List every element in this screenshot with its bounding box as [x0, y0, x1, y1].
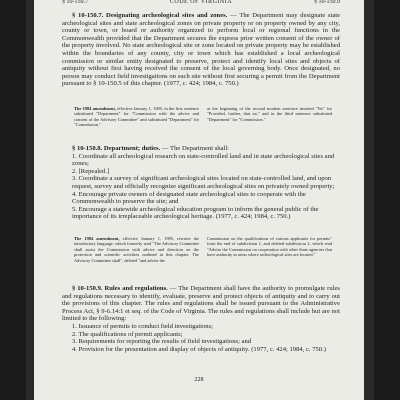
list-item: 2. The qualifications of permit applicants;: [72, 330, 183, 338]
annotation-1984-amendment-1: [74, 106, 332, 128]
annotation-1984-amendment-2: [74, 236, 332, 263]
list-item: 4. Encourage private owners of designated state archeological sites to cooperate with the Commonwealth to preserve the site; and: [72, 190, 306, 206]
list-item: 1. Coordinate all archeological research on state-controlled land and in state archeological sites and zones;: [72, 152, 335, 168]
section-body: — The Department shall have the authority to promulgate rules and regulations necessary to identify, evaluate, preserve and protect objects of antiquity and to carry out the provisions of this chapter. The rules and regulations shall be issued pursuant to the Administrative Process Act, § 9-6.14:1 et seq. of the Code of Virginia. The rules and regulations shall include but are not limited to the following:: [62, 285, 340, 323]
section-10-150-8: [62, 145, 340, 221]
list-item: 3. Requirements for reporting the results of field investigations; and: [72, 338, 252, 346]
section-paragraph: [62, 12, 340, 88]
section-10-150-9: [62, 285, 340, 353]
duties-list: [62, 153, 340, 221]
annotation-left-column: [74, 236, 199, 263]
section-heading: § 10-150.7. Designating archeological sites and zones.: [72, 12, 228, 19]
annotation-left-column: [74, 106, 199, 128]
running-header: [62, 0, 340, 6]
annotation-text: effective January 1, 1985, rewrote the introductory language, which formerly read "The Advisory Committee shall assist the Commission with advice and direction on the protection and scientific activities outlined in this chapter. The Advisory Committee shall", deleted "and advise the: [74, 236, 199, 263]
list-item: 4. Provision for the presentation and display of objects of antiquity. (1977, c. 424; 1984, c. 750.): [72, 345, 326, 353]
section-paragraph: [62, 145, 340, 153]
list-item: 2. [Repealed.]: [72, 167, 110, 175]
list-item: 3. Coordinate a survey of significant archeological sites located on state-controlled land, and upon request, survey and officially recognize significant archeological sites on privately owned property;: [72, 175, 335, 190]
annotation-right-column: Commission on the qualifications of various applicants for permits" from the end of subdivision 1, and deleted subdivision 2, which read "Advise the Commission on cooperation with other State agencies that have authority in areas where archeological sites are located.": [207, 236, 332, 258]
page-number: 228: [194, 377, 204, 383]
header-left: § 10-150.7: [62, 0, 88, 5]
section-body: — The Department may designate state archeological sites and state archeological zones on private property or on property owned by any city, county or town, or board or authority organized to perform local or regional functions in the Commonwealth provided that the Department secures the express prior written consent of the owner of the property involved. No state archeological site or zone located on private property may be established within the boundaries of any county, city or town which has established a local archeological commission or similar entity designated to preserve, protect and identify local sites and objects of antiquity without first having received the consent of the local governing body. Once designated, no person may conduct field investigations on such site without first securing a permit from the Department pursuant to § 10-150.5 of this chapter. (1977, c. 424; 1984, c. 750.): [62, 12, 340, 88]
annotation-lead: The 1984 amendment,: [74, 236, 120, 241]
section-10-150-7: [62, 12, 340, 88]
list-item: 5. Encourage a statewide archeological education program to inform the general public of the importance of its irreplaceable archeological heritage. (1977, c. 424; 1984, c. 750.): [72, 205, 319, 221]
regulations-list: [62, 323, 340, 353]
document-page: [34, 0, 364, 400]
header-right: § 10-150.9: [314, 0, 340, 5]
section-heading: § 10-150.9. Rules and regulations.: [72, 285, 168, 292]
list-item: 1. Issuance of permits to conduct field investigations;: [72, 322, 214, 330]
annotation-lead: The 1984 amendment,: [74, 106, 116, 111]
section-paragraph: [62, 285, 340, 323]
section-intro: — The Department shall:: [160, 145, 230, 152]
section-heading: § 10-150.8. Department; duties.: [72, 145, 161, 152]
annotation-text: effective January 1, 1985, in the first sentence substituted "Department" for "Commission with the advice and consent of the Advisory Committee" and substituted "Department" for "Commission,": [74, 106, 199, 128]
annotation-right-column: at the beginning of the second modern sentence inserted "No" for "Provided, further, that no," and in the third sentence substituted "Department" for "Commission.": [207, 106, 332, 122]
header-center: CODE OF VIRGINIA: [169, 0, 233, 5]
